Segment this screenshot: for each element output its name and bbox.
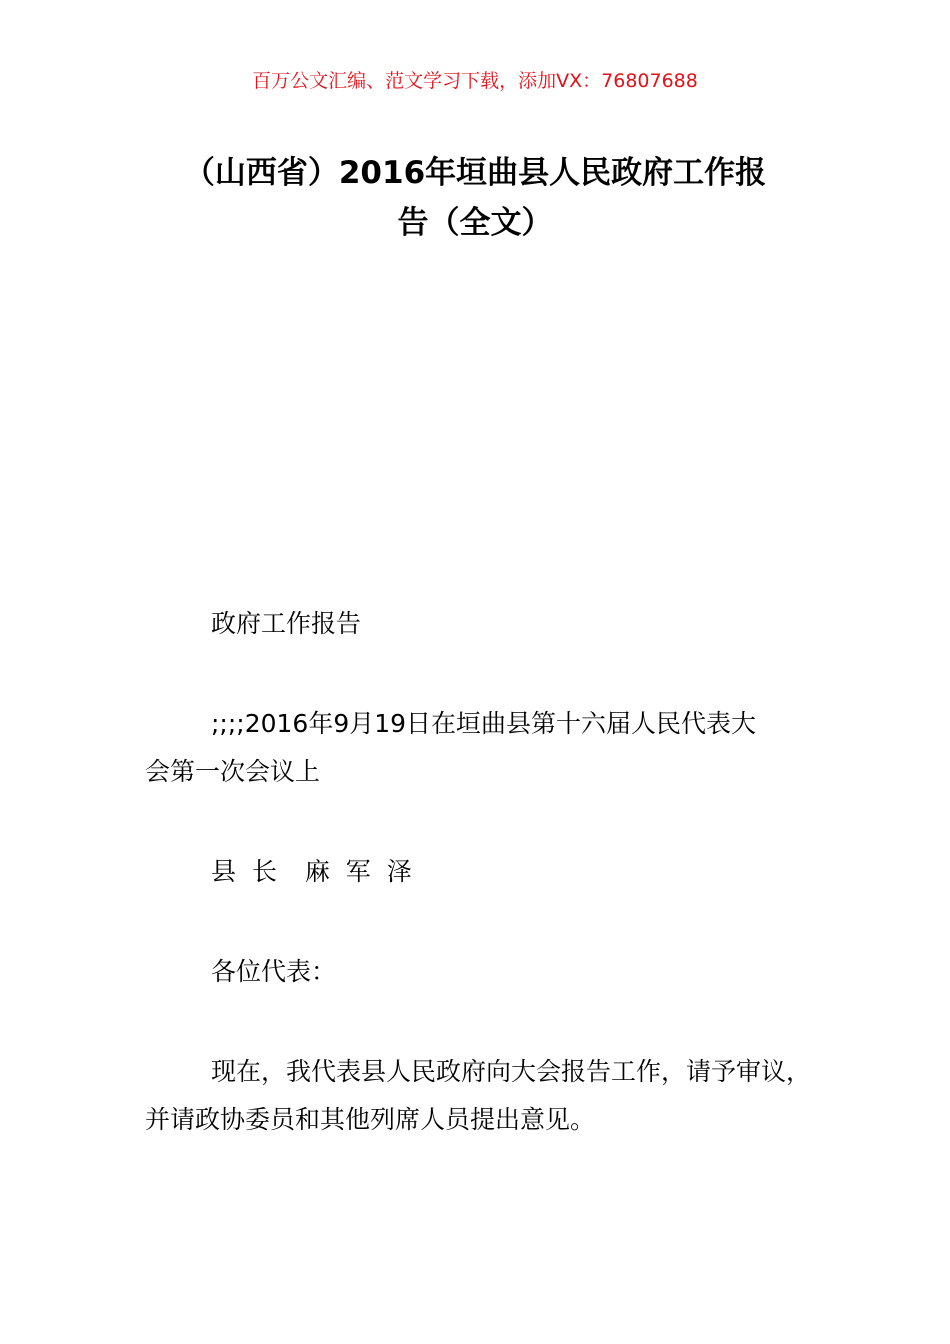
speaker-name: 县 长 麻 军 泽 xyxy=(211,857,416,886)
report-heading-text: 政府工作报告 xyxy=(211,609,362,638)
body-paragraph xyxy=(145,1048,845,1144)
meeting-date-line-1: ;;;;2016年9月19日在垣曲县第十六届人民代表大 xyxy=(211,709,757,738)
meeting-date-paragraph xyxy=(145,700,845,796)
document-title xyxy=(100,148,850,248)
meeting-date-line-2: 会第一次会议上 xyxy=(145,757,321,786)
title-line-2: 告（全文） xyxy=(397,205,553,241)
report-heading xyxy=(145,600,845,648)
header-note: 百万公文汇编、范文学习下载，添加VX：76807688 xyxy=(252,70,698,92)
salutation-paragraph xyxy=(145,948,845,996)
body-line-2: 并请政协委员和其他列席人员提出意见。 xyxy=(145,1105,596,1134)
body-line-1: 现在，我代表县人民政府向大会报告工作，请予审议， xyxy=(211,1057,812,1086)
speaker-paragraph xyxy=(145,848,845,896)
salutation-text: 各位代表： xyxy=(211,957,337,986)
title-line-1: （山西省）2016年垣曲县人民政府工作报 xyxy=(183,155,767,191)
